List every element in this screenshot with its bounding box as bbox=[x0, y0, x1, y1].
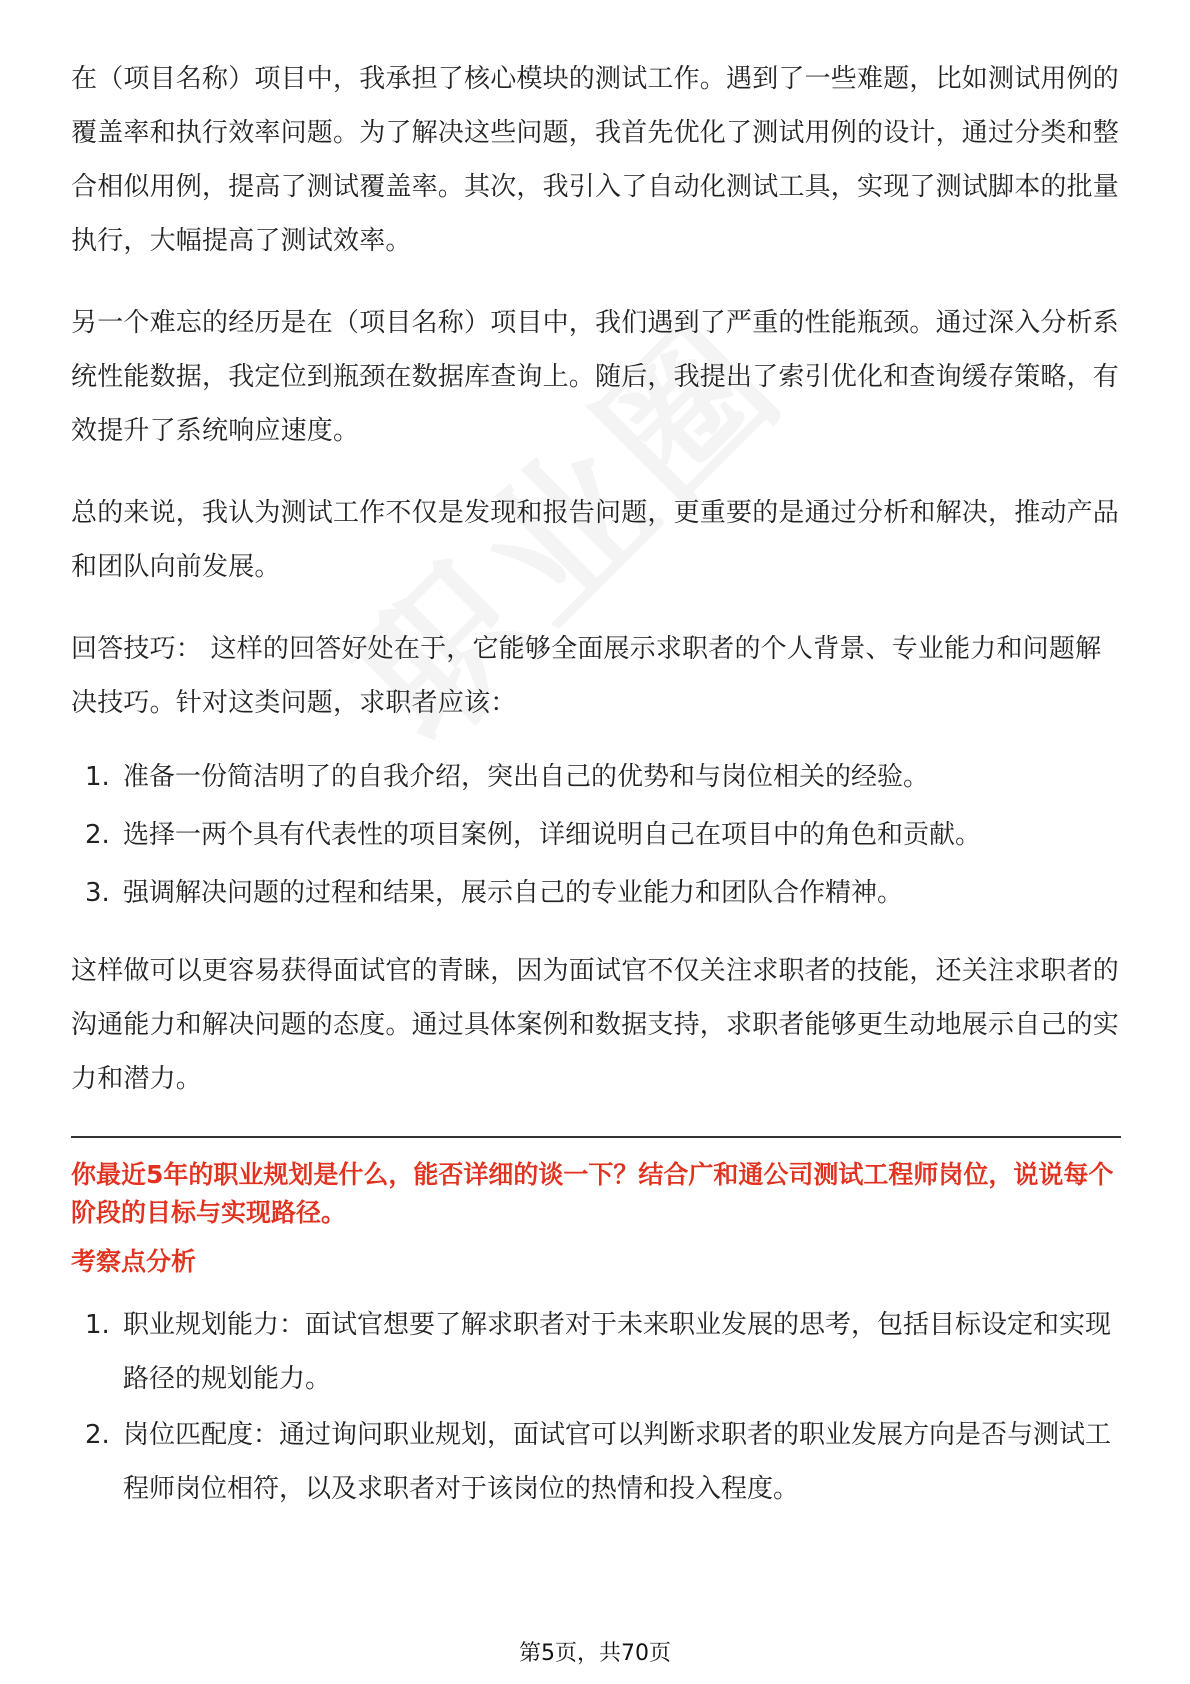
list-number: 1. bbox=[85, 1310, 110, 1340]
list-item bbox=[71, 750, 1121, 804]
list-number: 2. bbox=[85, 1420, 110, 1450]
list-item-text: 职业规划能力：面试官想要了解求职者对于未来职业发展的思考，包括目标设定和实现路径的规划能力。 bbox=[123, 1310, 1112, 1394]
interview-question: 你最近5年的职业规划是什么，能否详细的谈一下？结合广和通公司测试工程师岗位，说说每个阶段的目标与实现路径。 bbox=[71, 1160, 1114, 1227]
analysis-list bbox=[71, 1298, 1121, 1516]
list-item-text: 岗位匹配度：通过询问职业规划，面试官可以判断求职者的职业发展方向是否与测试工程师岗位相符，以及求职者对于该岗位的热情和投入程度。 bbox=[123, 1420, 1112, 1504]
list-number: 1. bbox=[85, 762, 110, 792]
list-item bbox=[71, 808, 1121, 862]
section-divider bbox=[71, 1136, 1121, 1138]
paragraph-performance: 另一个难忘的经历是在（项目名称）项目中，我们遇到了严重的性能瓶颈。通过深入分析系统性能数据，我定位到瓶颈在数据库查询上。随后，我提出了索引优化和查询缓存策略，有效提升了系统响应速度。 bbox=[71, 308, 1120, 446]
list-item bbox=[71, 1408, 1121, 1516]
paragraph-summary: 总的来说，我认为测试工作不仅是发现和报告问题，更重要的是通过分析和解决，推动产品和团队向前发展。 bbox=[71, 498, 1120, 582]
list-item bbox=[71, 1298, 1121, 1406]
analysis-heading: 考察点分析 bbox=[71, 1247, 197, 1276]
list-number: 3. bbox=[85, 878, 110, 908]
page-content bbox=[71, 52, 1121, 1518]
list-item-text: 选择一两个具有代表性的项目案例，详细说明自己在项目中的角色和贡献。 bbox=[123, 820, 982, 850]
list-item bbox=[71, 866, 1121, 920]
list-number: 2. bbox=[85, 820, 110, 850]
tips-list bbox=[71, 750, 1121, 920]
paragraph-answer-tips: 回答技巧： 这样的回答好处在于，它能够全面展示求职者的个人背景、专业能力和问题解决技巧。针对这类问题，求职者应该： bbox=[71, 634, 1102, 718]
list-item-text: 强调解决问题的过程和结果，展示自己的专业能力和团队合作精神。 bbox=[123, 878, 904, 908]
page-footer: 第5页，共70页 bbox=[519, 1641, 671, 1666]
list-item-text: 准备一份简洁明了的自我介绍，突出自己的优势和与岗位相关的经验。 bbox=[123, 762, 930, 792]
paragraph-project-testing: 在（项目名称）项目中，我承担了核心模块的测试工作。遇到了一些难题，比如测试用例的覆盖率和执行效率问题。为了解决这些问题，我首先优化了测试用例的设计，通过分类和整合相似用例，提高了测试覆盖率。其次，我引入了自动化测试工具，实现了测试脚本的批量执行，大幅提高了测试效率。 bbox=[71, 64, 1120, 256]
paragraph-closing: 这样做可以更容易获得面试官的青睐，因为面试官不仅关注求职者的技能，还关注求职者的沟通能力和解决问题的态度。通过具体案例和数据支持，求职者能够更生动地展示自己的实力和潜力。 bbox=[71, 956, 1120, 1094]
